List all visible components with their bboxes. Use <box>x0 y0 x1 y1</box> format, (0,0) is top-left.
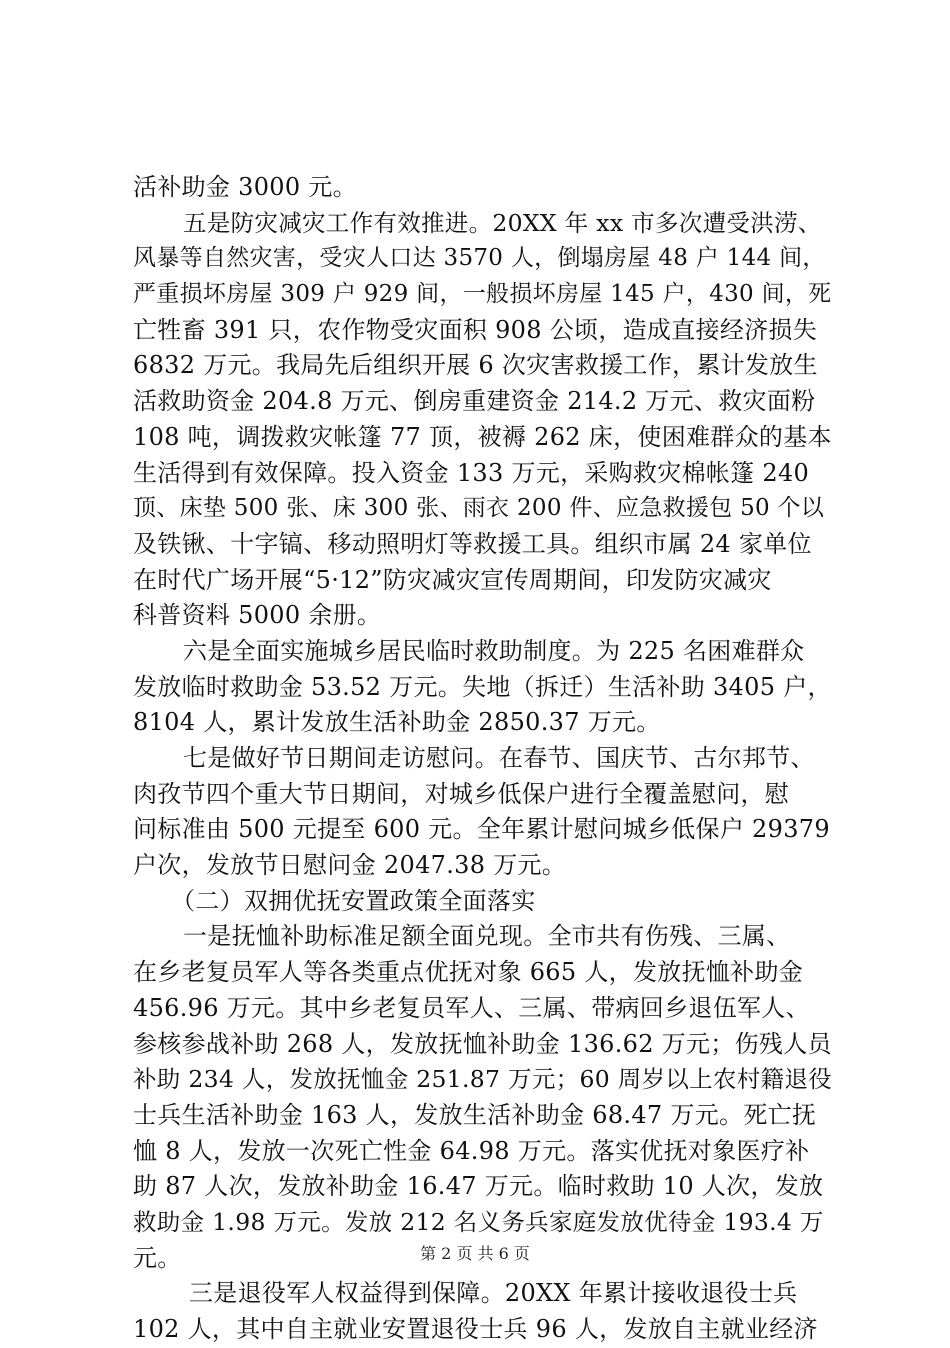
text-line: 活补助金 3000 元。 <box>133 173 357 201</box>
text-line: 及铁锹、十字镐、移动照明灯等救援工具。组织市属 24 家单位 <box>133 529 812 558</box>
text-line: 一是抚恤补助标准足额全面兑现。全市共有伤残、三属、 <box>183 922 791 951</box>
text-line: 补助 234 人，发放抚恤金 251.87 万元；60 周岁以上农村籍退役 <box>133 1065 832 1094</box>
page-number-label: 第 2 页 共 6 页 <box>420 1244 530 1263</box>
text-line: 助 87 人次，发放补助金 16.47 万元。临时救助 10 人次，发放 <box>133 1172 824 1201</box>
page-footer <box>0 1244 950 1264</box>
text-line: 士兵生活补助金 163 人，发放生活补助金 68.47 万元。死亡抚 <box>133 1100 817 1129</box>
text-line: 在乡老复员军人等各类重点优抚对象 665 人，发放抚恤补助金 <box>133 958 804 987</box>
text-line: 活救助资金 204.8 万元、倒房重建资金 214.2 万元、救灾面粉 <box>133 387 816 416</box>
text-line: 元。 <box>133 1243 182 1272</box>
document-body <box>133 170 833 1348</box>
section-heading: （二）双拥优抚安置政策全面落实 <box>171 886 536 915</box>
text-line: 五是防灾减灾工作有效推进。20XX 年 xx 市多次遭受洪涝、 <box>183 208 822 237</box>
text-line: 严重损坏房屋 309 户 929 间，一般损坏房屋 145 户，430 间，死 <box>133 281 832 308</box>
text-line: 8104 人，累计发放生活补助金 2850.37 万元。 <box>133 708 661 737</box>
text-line: 发放临时救助金 53.52 万元。失地（拆迁）生活补助 3405 户， <box>133 672 832 701</box>
text-line: 顶、床垫 500 张、床 300 张、雨衣 200 件、应急救援包 50 个以 <box>133 495 825 522</box>
text-line: 生活得到有效保障。投入资金 133 万元，采购救灾棉帐篷 240 <box>133 458 810 487</box>
text-line: 亡牲畜 391 只，农作物受灾面积 908 公顷，造成直接经济损失 <box>133 315 818 344</box>
text-line: 6832 万元。我局先后组织开展 6 次灾害救援工作，累计发放生 <box>133 351 818 380</box>
text-line: 恤 8 人，发放一次死亡性金 64.98 万元。落实优抚对象医疗补 <box>133 1136 810 1165</box>
text-line: 肉孜节四个重大节日期间，对城乡低保户进行全覆盖慰问，慰 <box>133 779 790 808</box>
text-line: 风暴等自然灾害，受灾人口达 3570 人，倒塌房屋 48 户 144 间， <box>133 245 826 272</box>
text-line: 科普资料 5000 余册。 <box>133 601 382 630</box>
text-line: 六是全面实施城乡居民临时救助制度。为 225 名困难群众 <box>183 636 805 665</box>
text-line: 户次，发放节日慰问金 2047.38 万元。 <box>133 851 567 880</box>
text-line: 102 人，其中自主就业安置退役士兵 96 人，发放自主就业经济 <box>133 1315 818 1343</box>
text-line: 三是退役军人权益得到保障。20XX 年累计接收退役士兵 <box>189 1279 798 1308</box>
text-line: 在时代广场开展“5·12”防灾减灾宣传周期间，印发防灾减灾 <box>133 565 772 594</box>
text-line: 108 吨，调拨救灾帐篷 77 顶，被褥 262 床，使困难群众的基本 <box>133 422 832 451</box>
text-line: 问标准由 500 元提至 600 元。全年累计慰问城乡低保户 29379 <box>133 815 830 844</box>
text-line: 七是做好节日期间走访慰问。在春节、国庆节、古尔邦节、 <box>183 744 815 772</box>
text-line: 救助金 1.98 万元。发放 212 名义务兵家庭发放优待金 193.4 万 <box>133 1207 824 1236</box>
text-line: 参核参战补助 268 人，发放抚恤补助金 136.62 万元；伤残人员 <box>133 1029 832 1058</box>
text-line: 456.96 万元。其中乡老复员军人、三属、带病回乡退伍军人、 <box>133 993 810 1022</box>
